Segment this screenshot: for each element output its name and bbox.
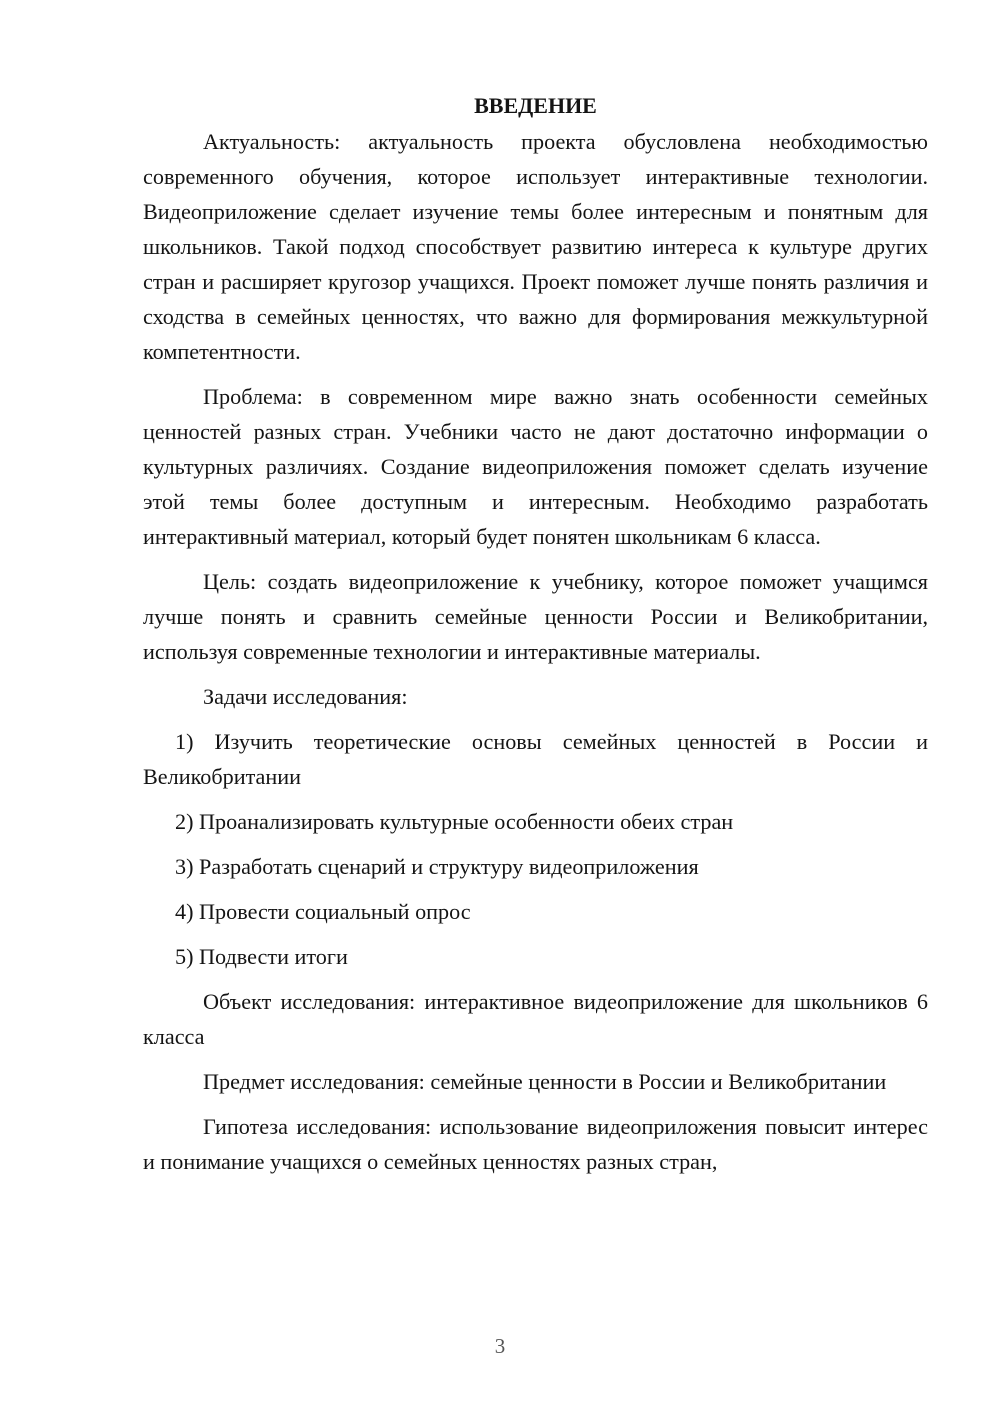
task-item-2: 2) Проанализировать культурные особенности обеих стран (175, 809, 734, 834)
document-page (143, 88, 928, 1189)
hypothesis-paragraph: Гипотеза исследования: использование видеоприложения повысит интерес и понимание учащихся о семейных ценностях разных стран, (143, 1114, 928, 1174)
tasks-title: Задачи исследования: (203, 684, 408, 709)
task-item-1: 1) Изучить теоретические основы семейных ценностей в России и Великобритании (143, 729, 928, 789)
goal-paragraph: Цель: создать видеоприложение к учебнику, которое поможет учащимся лучше понять и сравнить семейные ценности России и Великобритании, используя современные технологии и интерактивные материалы. (143, 569, 928, 664)
page-number: 3 (494, 1334, 506, 1358)
problem-paragraph: Проблема: в современном мире важно знать особенности семейных ценностей разных стран. Учебники часто не дают достаточно информации о культурных различиях. Создание видеоприложения поможет сделать изучение этой темы более доступным и интересным. Необходимо разработать интерактивный материал, который будет понятен школьникам 6 класса. (143, 384, 928, 549)
relevance-paragraph: Актуальность: актуальность проекта обусловлена необходимостью современного обучения, которое использует интерактивные технологии. Видеоприложение сделает изучение темы более интересным и понятным для школьников. Такой подход способствует развитию интереса к культуре других стран и расширяет кругозор учащихся. Проект поможет лучше понять различия и сходства в семейных ценностях, что важно для формирования межкультурной компетентности. (143, 129, 928, 364)
task-item-4: 4) Провести социальный опрос (175, 899, 471, 924)
research-subject-paragraph: Предмет исследования: семейные ценности в России и Великобритании (203, 1069, 887, 1094)
section-heading: ВВЕДЕНИЕ (474, 93, 597, 118)
tasks-list (143, 724, 928, 974)
task-item-5: 5) Подвести итоги (175, 944, 348, 969)
task-item-3: 3) Разработать сценарий и структуру видеоприложения (175, 854, 699, 879)
research-object-paragraph: Объект исследования: интерактивное видеоприложение для школьников 6 класса (143, 989, 928, 1049)
